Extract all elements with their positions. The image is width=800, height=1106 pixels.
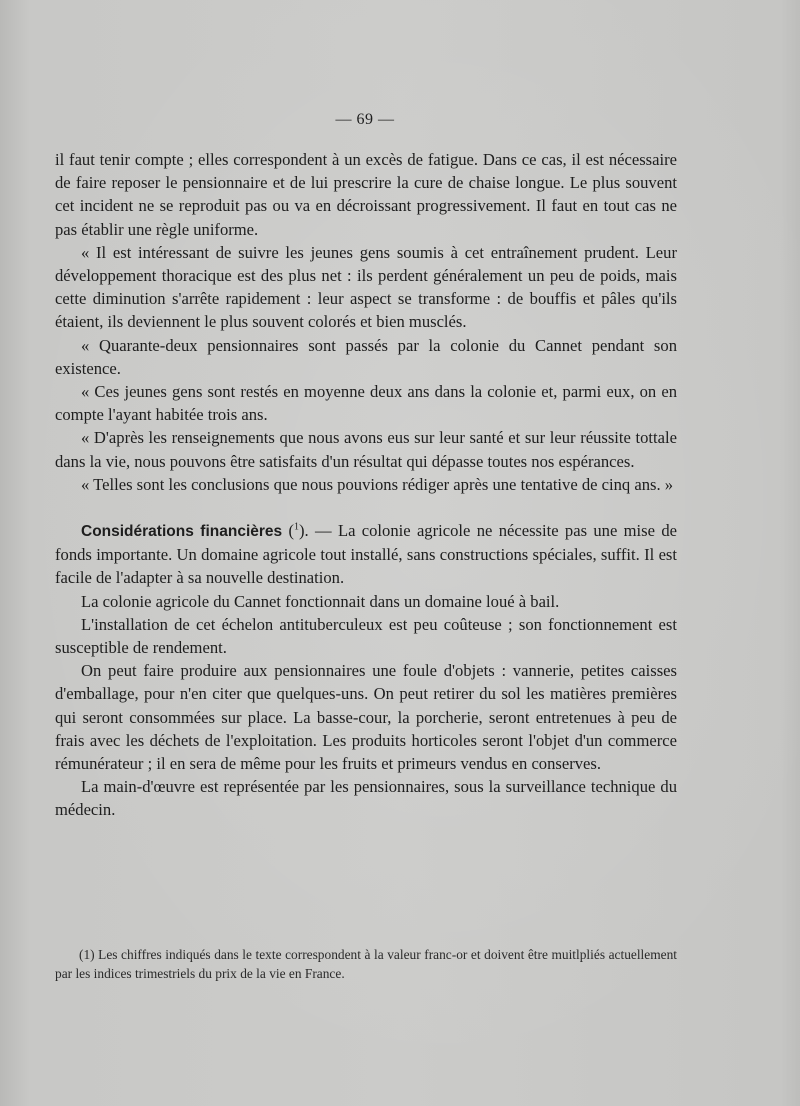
footnote — [55, 946, 677, 983]
paragraph-quote-development: « Il est intéressant de suivre les jeunes gens soumis à cet entraînement prudent. Leur développement thoracique est des plus net : ils perdent généralement un peu de poids, mais cette diminution s'arrête rapidement : leur aspect se transforme : de bouffis et pâles qu'ils étaient, ils deviennent le plus souvent colorés et bien musclés. — [55, 242, 677, 332]
paragraph-installation-cost: L'installation de cet échelon antituberculeux est peu coûteuse ; son fonctionnement est susceptible de rendement. — [55, 614, 677, 658]
paragraph-domain-lease: La colonie agricole du Cannet fonctionnait dans un domaine loué à bail. — [81, 591, 560, 611]
paragraph-continuation: il faut tenir compte ; elles correspondent à un excès de fatigue. Dans ce cas, il est nécessaire de faire reposer le pensionnaire et de lui prescrire la cure de chaise longue. Le plus souvent cet incident ne se reproduit pas ou va en décroissant progressivement. Il faut en tout cas ne pas établir une règle uniforme. — [55, 150, 677, 239]
paragraph-quote-conclusions: « Telles sont les conclusions que nous pouvions rédiger après une tentative de cinq ans. » — [81, 474, 674, 494]
section-heading: Considérations financières — [81, 523, 283, 541]
footnote-text: (1) Les chiffres indiqués dans le texte correspondent à la valeur franc-or et doivent être muitlpliés actuellement par les indices trimestriels du prix de la vie en France. — [55, 947, 677, 981]
footnote-reference: 1 — [294, 521, 300, 533]
section-intro-text: . — La colonie agricole ne nécessite pas une mise de fonds importante. Un domaine agricole tout installé, sans constructions spéciales, suffit. Il est facile de l'adapter à sa nouvelle destination. — [55, 521, 677, 588]
section-financial-intro: Considérations financières ($^1$). — La colonie agricole ne nécessite pas une mise de fonds importante. Un domaine agricole tout installé, sans constructions spéciales, suffit. Il est facile de l'adapter à sa nouvelle destination. — [55, 521, 677, 588]
body-text — [55, 148, 677, 822]
paragraph-quote-results: « D'après les renseignements que nous avons eus sur leur santé et sur leur réussite tottale dans la vie, nous pouvons être satisfaits d'un résultat qui dépasse toutes nos espérances. — [55, 428, 677, 471]
paragraph-production: On peut faire produire aux pensionnaires une foule d'objets : vannerie, petites caisses d'emballage, pour n'en citer que quelques-uns. On peut retirer du sol les matières premières qui seront consommées sur place. La basse-cour, la porcherie, seront entretenues à peu de frais avec les déchets de l'exploitation. Les produits horticoles seront l'objet d'un commerce rémunérateur ; il en sera de même pour les fruits et primeurs vendus en conserves. — [55, 661, 677, 774]
page-number: — 69 — — [335, 111, 395, 128]
paragraph-labour: La main-d'œuvre est représentée par les pensionnaires, sous la surveillance technique du médecin. — [55, 777, 677, 820]
paragraph-quote-duration: « Ces jeunes gens sont restés en moyenne deux ans dans la colonie et, parmi eux, on en compte l'ayant habitée trois ans. — [55, 382, 677, 425]
paragraph-quote-pensionnaires: « Quarante-deux pensionnaires sont passés par la colonie du Cannet pendant son existence. — [55, 335, 677, 378]
